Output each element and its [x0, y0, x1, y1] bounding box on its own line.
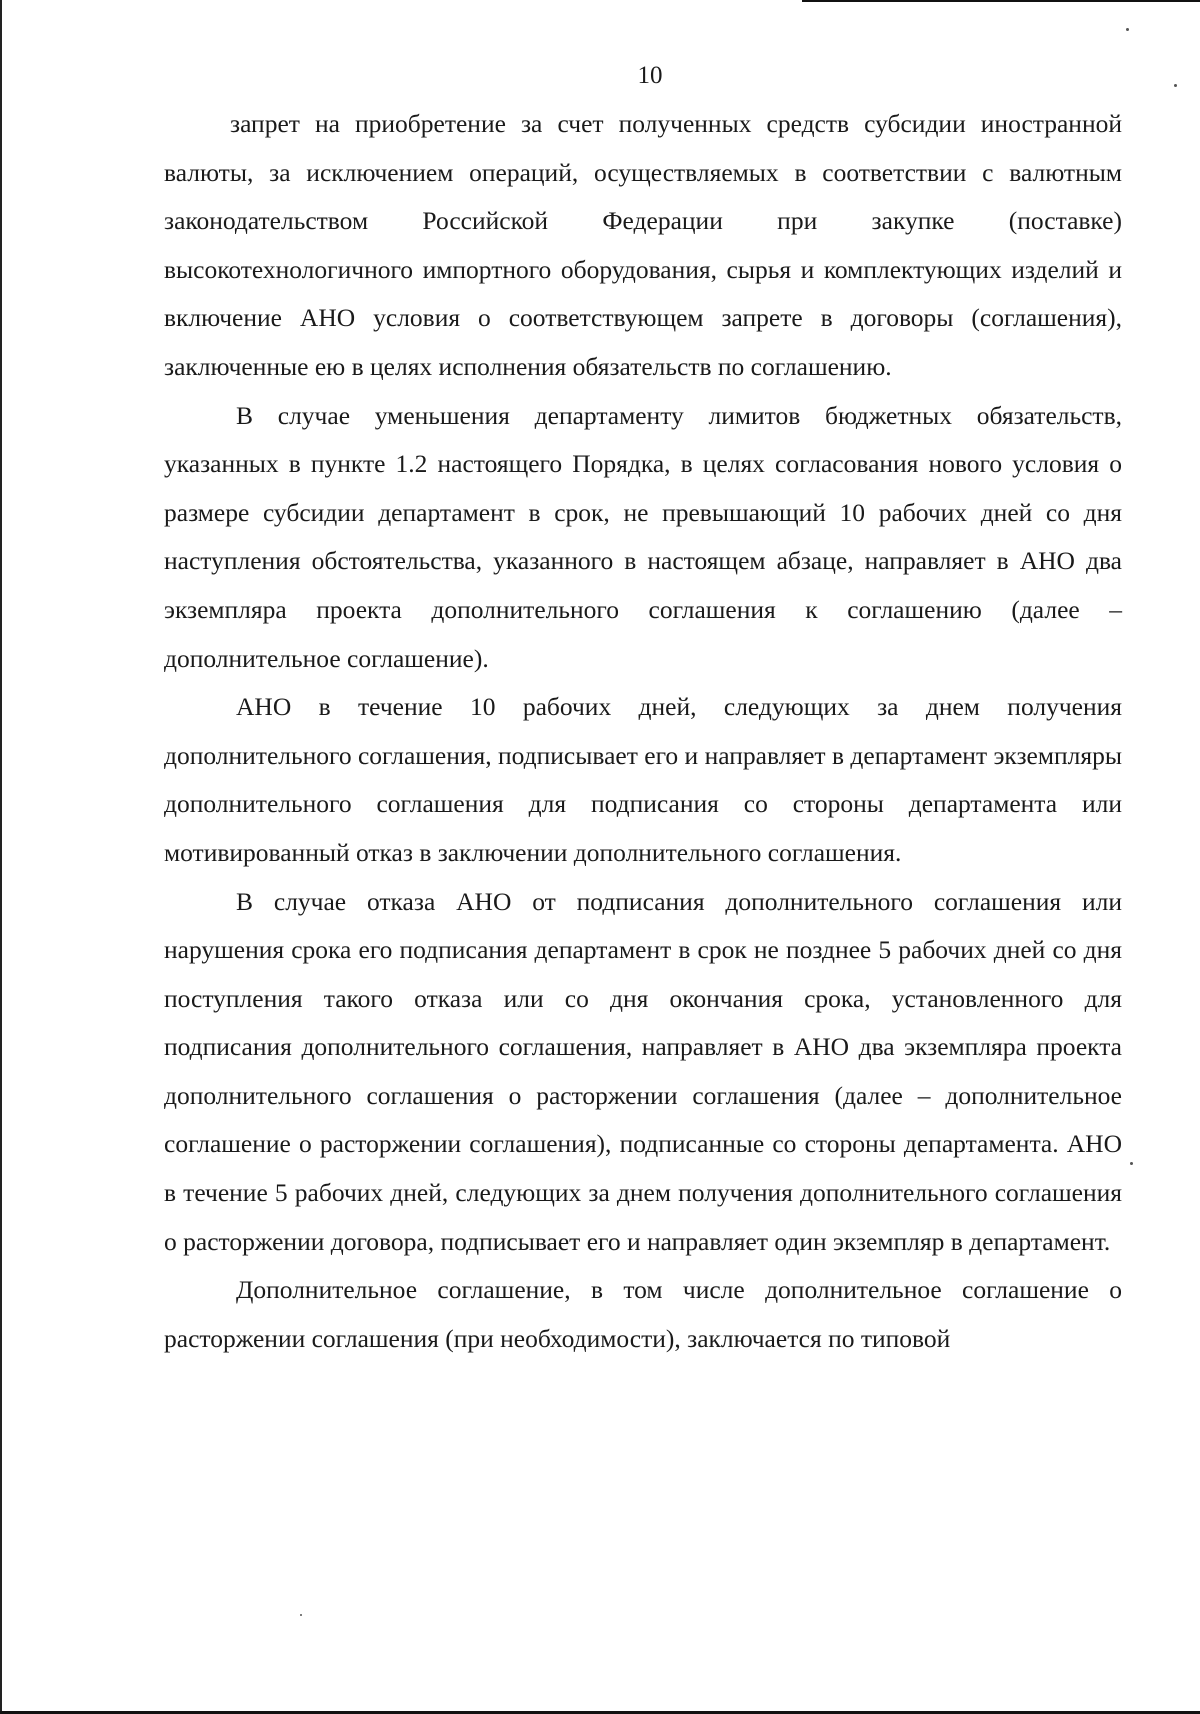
- scan-edge-top: [802, 0, 1200, 2]
- paragraph-limit-reduction: В случае уменьшения департаменту лимитов бюджетных обязательств, указанных в пункте 1.2 настоящего Порядка, в целях согласования нового условия о размере субсидии департамент в срок, не превышающий 10 рабочих дней со дня наступления обстоятельства, указанного в настоящем абзаце, направляет в АНО два экземпляра проекта дополнительного соглашения к соглашению (далее – дополнительное соглашение).: [164, 400, 1122, 673]
- paragraph-refusal-termination: В случае отказа АНО от подписания дополнительного соглашения или нарушения срока его подписания департамент в срок не позднее 5 рабочих дней со дня поступления такого отказа или со дня окончания срока, установленного для подписания дополнительного соглашения, направляет в АНО два экземпляра проекта дополнительного соглашения о расторжении соглашения (далее – дополнительное соглашение о расторжении соглашения), подписанные со стороны департамента. АНО в течение 5 рабочих дней, следующих за днем получения дополнительного соглашения о расторжении договора, подписывает его и направляет один экземпляр в департамент.: [164, 886, 1122, 1256]
- page-number: 10: [637, 62, 663, 89]
- scan-edge-left: [0, 0, 2, 1714]
- document-body: [164, 100, 1122, 1363]
- scan-speck: [300, 1614, 302, 1616]
- paragraph-currency-ban: запрет на приобретение за счет полученных средств субсидии иностранной валюты, за исключением операций, осуществляемых в соответствии с валютным законодательством Российской Федерации при закупке (поставке) высокотехнологичного импортного оборудования, сырья и комплектующих изделий и включение АНО условия о соответствующем запрете в договоры (соглашения), заключенные ею в целях исполнения обязательств по соглашению.: [164, 109, 1122, 381]
- paragraph-typical-form: Дополнительное соглашение, в том числе дополнительное соглашение о расторжении соглашения (при необходимости), заключается по типовой: [164, 1275, 1122, 1353]
- scan-speck: [1126, 28, 1129, 31]
- paragraph-ano-signing: АНО в течение 10 рабочих дней, следующих за днем получения дополнительного соглашения, подписывает его и направляет в департамент экземпляры дополнительного соглашения для подписания со стороны департамента или мотивированный отказ в заключении дополнительного соглашения.: [164, 692, 1122, 867]
- scan-speck: [1130, 1162, 1133, 1165]
